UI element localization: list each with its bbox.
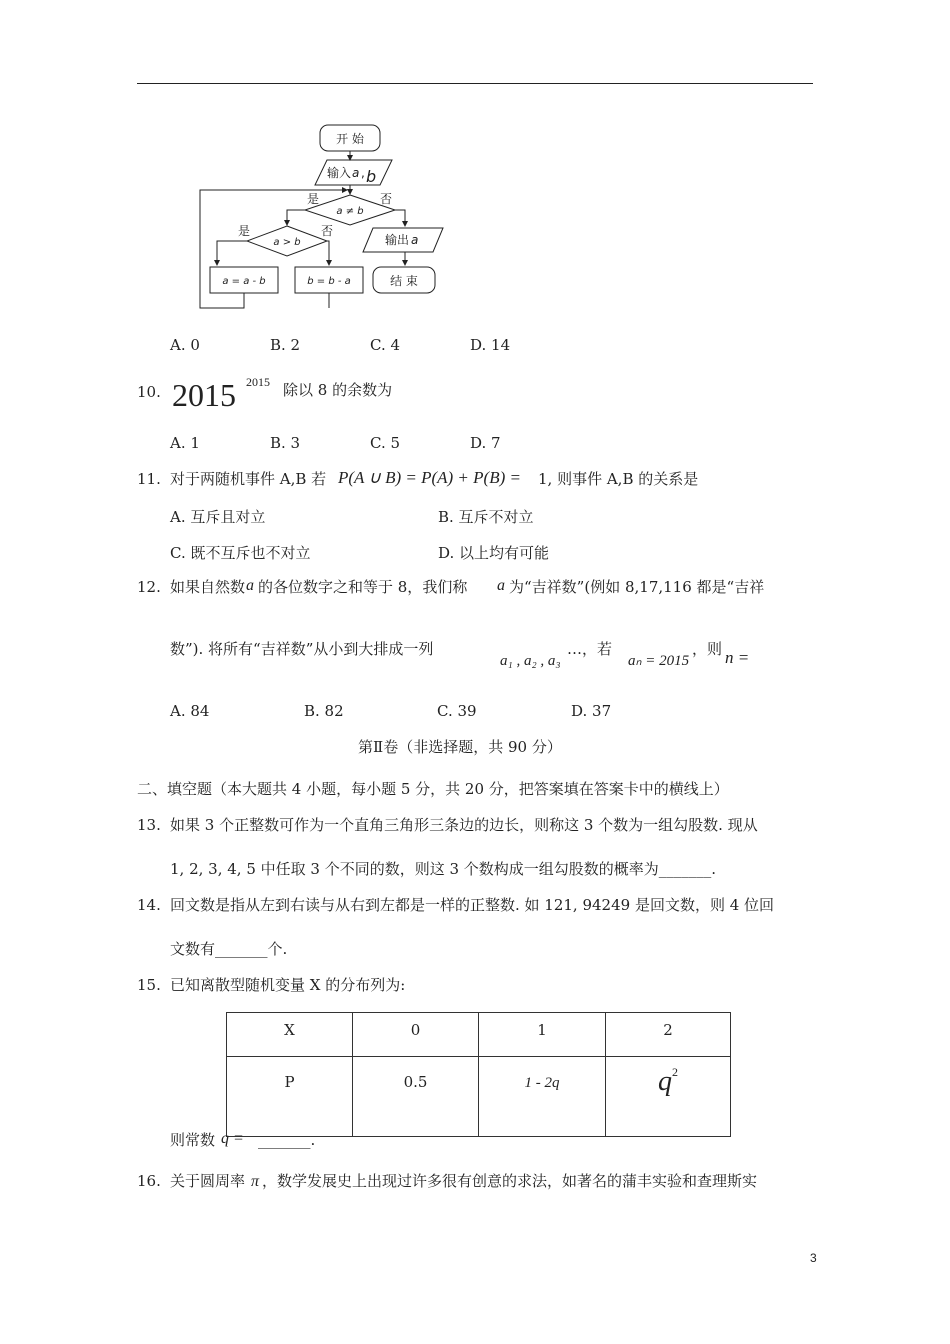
flow-input-sep: ,	[361, 166, 365, 180]
dist-header-2: 2	[606, 1013, 731, 1057]
q10-number: 10.	[137, 383, 161, 401]
q15-after-blank: _______.	[258, 1131, 316, 1149]
flow-no-label: 否	[380, 192, 393, 206]
q12-an-eq: aₙ = 2015	[628, 653, 690, 669]
q15-after-var: q =	[221, 1130, 244, 1147]
q9-option-d: D. 14	[470, 336, 511, 354]
q11-post: 1, 则事件 A,B 的关系是	[538, 470, 699, 488]
q10-exponent: 2015	[246, 375, 270, 389]
header-rule	[137, 83, 813, 84]
page-number: 3	[810, 1251, 817, 1265]
flow-cond-main-text: a ≠ b	[336, 206, 364, 217]
q12-var-a: a	[246, 577, 254, 594]
flow-assign-a-text: a = a - b	[222, 276, 266, 287]
q11-pre: 对于两随机事件 A,B 若	[170, 470, 327, 488]
dist-header-1: 1	[479, 1013, 606, 1057]
flow-yes-label: 是	[307, 192, 320, 206]
q14-number: 14.	[137, 896, 161, 914]
q10-text: 除以 8 的余数为	[283, 381, 393, 399]
q9-option-b: B. 2	[270, 336, 301, 354]
flow-input-var-b: b	[366, 167, 377, 186]
q14-line2: 文数有_______个.	[170, 940, 288, 958]
q12-then: ，则	[692, 640, 723, 658]
q12-line1-pre: 如果自然数	[170, 578, 246, 596]
q12-option-a: A. 84	[170, 702, 210, 720]
q12-ellipsis: …，若	[567, 640, 613, 658]
flow-yes2-label: 是	[238, 224, 251, 238]
flowchart	[195, 120, 455, 315]
q12-line1-post: 为“吉祥数”(例如 8,17,116 都是“吉祥	[509, 578, 765, 596]
distribution-table	[226, 1012, 731, 1137]
dist-header-0: 0	[353, 1013, 479, 1057]
q12-option-d: D. 37	[571, 702, 612, 720]
dist-cell-p: P	[227, 1057, 353, 1137]
q12-number: 12.	[137, 578, 161, 596]
dist-cell-q2	[606, 1057, 731, 1137]
q11-option-a: A. 互斥且对立	[170, 508, 266, 526]
flow-output-text: 输出	[385, 233, 410, 247]
q11-number: 11.	[137, 470, 161, 488]
q16-number: 16.	[137, 1172, 161, 1190]
q12-line1-mid: 的各位数字之和等于 8，我们称	[258, 578, 468, 596]
q11-option-c: C. 既不互斥也不对立	[170, 544, 311, 562]
q10-base: 2015	[172, 377, 236, 413]
flow-no2-label: 否	[321, 224, 334, 238]
q12-sequence: a₁ , a₂ , a₃	[500, 653, 561, 669]
q13-line2: 1, 2, 3, 4, 5 中任取 3 个不同的数，则这 3 个数构成一组勾股数的概率为_______.	[170, 860, 717, 878]
dist-cell-q: q	[658, 1066, 672, 1097]
flow-assign-b-text: b = b - a	[307, 276, 351, 287]
flow-output-var: a	[411, 233, 419, 247]
q16-pi: π	[251, 1173, 260, 1190]
q10-option-b: B. 3	[270, 434, 301, 452]
q11-option-d: D. 以上均有可能	[438, 544, 550, 562]
dist-cell-05: 0.5	[353, 1057, 479, 1137]
flow-input-text: 输入	[327, 166, 352, 180]
part2-header: 二、填空题（本大题共 4 小题，每小题 5 分，共 20 分，把答案填在答案卡中的横线上）	[137, 780, 729, 798]
q13-line1: 如果 3 个正整数可作为一个直角三角形三条边的边长，则称这 3 个数为一组勾股数. 现从	[170, 816, 758, 834]
q11-option-b: B. 互斥不对立	[438, 508, 534, 526]
q9-option-a: A. 0	[170, 336, 200, 354]
q12-n-eq: n =	[725, 648, 750, 667]
q15-text: 已知离散型随机变量 X 的分布列为:	[170, 976, 406, 994]
dist-cell-1-2q	[479, 1057, 606, 1137]
q11-formula: P(A ∪ B) = P(A) + P(B) =	[338, 468, 521, 487]
q12-option-c: C. 39	[437, 702, 477, 720]
dist-cell-q-exp: 2	[672, 1065, 678, 1079]
q10-option-a: A. 1	[170, 434, 200, 452]
q15-after-pre: 则常数	[170, 1131, 216, 1149]
flow-start-text: 开 始	[336, 132, 364, 146]
q12-option-b: B. 82	[304, 702, 344, 720]
q10-option-c: C. 5	[370, 434, 401, 452]
q9-option-c: C. 4	[370, 336, 401, 354]
q13-number: 13.	[137, 816, 161, 834]
dist-cell-1-2q-text: 1 - 2q	[524, 1075, 560, 1091]
q16-post: ，数学发展史上出现过许多很有创意的求法，如著名的蒲丰实验和查理斯实	[262, 1172, 758, 1190]
q12-var-a-2: a	[497, 577, 505, 594]
flow-input-var-a: a	[352, 166, 360, 180]
flow-cond-inner-text: a > b	[273, 237, 301, 248]
dist-header-x: X	[227, 1013, 353, 1057]
flow-end-text: 结 束	[390, 274, 418, 288]
q16-pre: 关于圆周率	[170, 1172, 246, 1190]
q12-line2-pre: 数”). 将所有“吉祥数”从小到大排成一列	[170, 640, 434, 658]
section2-title: 第Ⅱ卷（非选择题，共 90 分）	[358, 738, 562, 756]
q10-option-d: D. 7	[470, 434, 501, 452]
q14-line1: 回文数是指从左到右读与从右到左都是一样的正整数. 如 121, 94249 是回文数，则 4 位回	[170, 896, 775, 914]
q15-number: 15.	[137, 976, 161, 994]
